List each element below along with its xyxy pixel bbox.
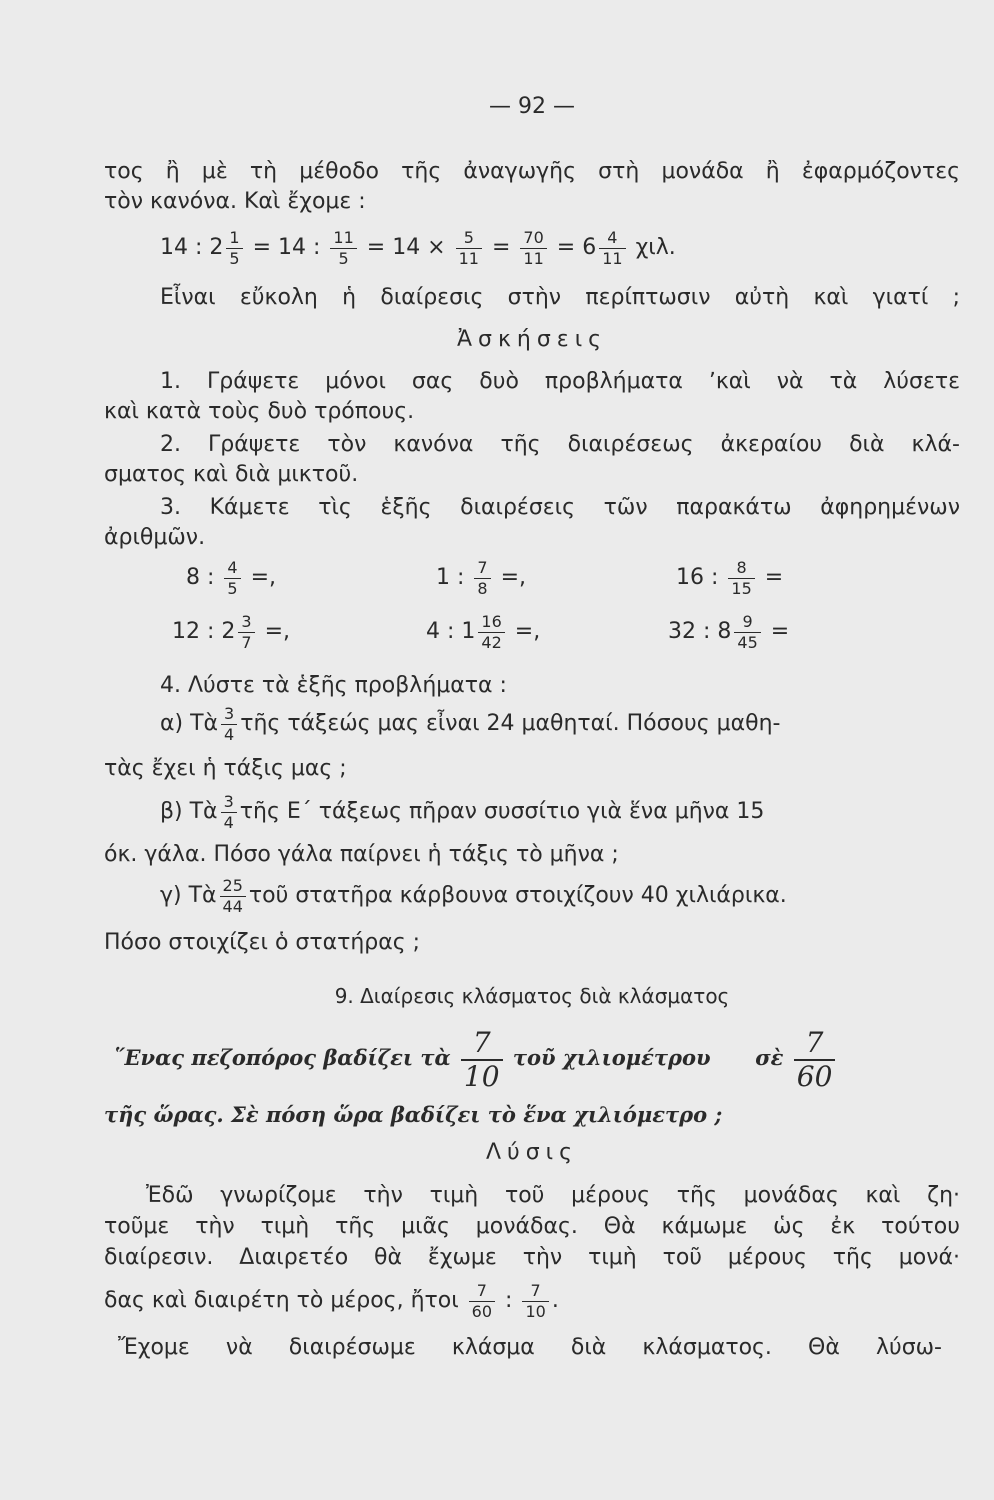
fraction: $\frac{11}{5}$: [330, 230, 356, 267]
solution-line: δας καὶ διαιρέτη τὸ μέρος, ἤτοι $\frac{7}{60}$ : $\frac{7}{10}$ .: [104, 1280, 559, 1321]
problem-b-line: β) Τὰ $\frac{3}{4}$ τῆς Ε΄ τάξεως πῆραν συσσίτιο γιὰ ἕνα μῆνα 15: [160, 791, 765, 832]
exercise-4-heading: 4. Λύστε τὰ ἑξῆς προβλήματα :: [160, 673, 507, 698]
exercise-division: 1 : $\frac{7}{8}$ =,: [436, 557, 527, 598]
fraction: $\frac{7}{60}$: [469, 1283, 495, 1320]
exercise-division: 8 : $\frac{4}{5}$ =,: [186, 557, 277, 598]
problem-a-line: α) Τὰ $\frac{3}{4}$ τῆς τάξεώς μας εἶναι 24 μαθηταί. Πόσους μαθη-: [160, 703, 781, 744]
equation-division-mixed: 14 : 2 $\frac{1}{5}$ = 14 : $\frac{11}{5}$ = 14 × $\frac{5}{11}$ = $\frac{70}{11}$ = 6 $\frac{4}{11}$ χιλ.: [160, 227, 676, 268]
exercise-division: 12 : 2 $\frac{3}{7}$ =,: [172, 611, 291, 652]
exercise-division: 4 : 1 $\frac{16}{42}$ =,: [426, 611, 541, 652]
fraction: $\frac{4}{5}$: [224, 560, 240, 597]
problem-statement-line: ῞Ενας πεζοπόρος βαδίζει τὰ $\frac{7}{10}$ τοῦ χιλιομέτρου σὲ $\frac{7}{60}$: [114, 1028, 960, 1091]
fraction: $\frac{16}{42}$: [478, 614, 504, 651]
solution-line: Ἐδῶ γνωρίζομε τὴν τιμὴ τοῦ μέρους τῆς μονάδας καὶ ζη·: [146, 1183, 960, 1208]
problem-a-line: τὰς ἔχει ἡ τάξις μας ;: [104, 756, 347, 781]
problem-c-line: γ) Τὰ $\frac{25}{44}$ τοῦ στατῆρα κάρβουνα στοιχίζουν 40 χιλιάρικα.: [160, 875, 787, 916]
text-line: τὸν κανόνα. Καὶ ἔχομε :: [104, 189, 366, 214]
fraction: $\frac{7}{10}$: [522, 1283, 548, 1320]
problem-statement-line: τῆς ὥρας. Σὲ πόση ὥρα βαδίζει τὸ ἕνα χιλιόμετρο ;: [104, 1102, 723, 1127]
exercise-2-line: 2. Γράψετε τὸν κανόνα τῆς διαιρέσεως ἀκεραίου διὰ κλά-: [160, 432, 960, 457]
exercise-3-line: 3. Κάμετε τὶς ἑξῆς διαιρέσεις τῶν παρακάτω ἀφηρημένων: [160, 495, 960, 520]
fraction: $\frac{3}{4}$: [221, 794, 237, 831]
exercise-division: 16 : $\frac{8}{15}$ =: [676, 557, 784, 598]
exercise-1-line: καὶ κατὰ τοὺς δυὸ τρόπους.: [104, 399, 415, 424]
exercise-division: 32 : 8 $\frac{9}{45}$ =: [668, 611, 790, 652]
problem-b-line: όκ. γάλα. Πόσο γάλα παίρνει ἡ τάξις τὸ μῆνα ;: [104, 842, 619, 867]
solution-line: διαίρεσιν. Διαιρετέο θὰ ἔχωμε τὴν τιμὴ τοῦ μέρους τῆς μονά·: [104, 1245, 960, 1270]
fraction: $\frac{25}{44}$: [220, 878, 246, 915]
fraction: $\frac{70}{11}$: [520, 230, 546, 267]
text-line: τος ἢ μὲ τὴ μέθοδο τῆς ἀναγωγῆς στὴ μονάδα ἢ ἐφαρμόζοντες: [104, 159, 960, 184]
question-line: Εἶναι εὔκολη ἡ διαίρεσις στὴν περίπτωσιν αὐτὴ καὶ γιατί ;: [160, 285, 960, 310]
fraction: $\frac{3}{4}$: [221, 706, 237, 743]
page-number: — 92 —: [489, 94, 575, 119]
heading-solution: Λύσις: [485, 1140, 579, 1165]
solution-line: τοῦμε τὴν τιμὴ τῆς μιᾶς μονάδας. Θὰ κάμωμε ὡς ἐκ τούτου: [104, 1214, 960, 1239]
fraction: $\frac{7}{10}$: [461, 1029, 503, 1091]
exercise-3-line: ἀριθμῶν.: [104, 525, 206, 550]
fraction: $\frac{9}{45}$: [734, 614, 760, 651]
fraction: $\frac{1}{5}$: [226, 230, 242, 267]
problem-c-line: Πόσο στοιχίζει ὁ στατήρας ;: [104, 930, 421, 955]
section-title: 9. Διαίρεσις κλάσματος διὰ κλάσματος: [334, 984, 730, 1008]
fraction: $\frac{7}{8}$: [474, 560, 490, 597]
fraction: $\frac{3}{7}$: [238, 614, 254, 651]
heading-exercises: Ἀσκήσεις: [456, 327, 608, 352]
fraction: $\frac{4}{11}$: [599, 230, 625, 267]
exercise-2-line: σματος καὶ διὰ μικτοῦ.: [104, 462, 359, 487]
exercise-1-line: 1. Γράψετε μόνοι σας δυὸ προβλήματα ʼκαὶ νὰ τὰ λύσετε: [160, 369, 960, 394]
solution-line: Ἔχομε νὰ διαιρέσωμε κλάσμα διὰ κλάσματος. Θὰ λύσω-: [118, 1335, 942, 1360]
fraction: $\frac{7}{60}$: [794, 1029, 836, 1091]
fraction: $\frac{8}{15}$: [728, 560, 754, 597]
fraction: $\frac{5}{11}$: [456, 230, 482, 267]
